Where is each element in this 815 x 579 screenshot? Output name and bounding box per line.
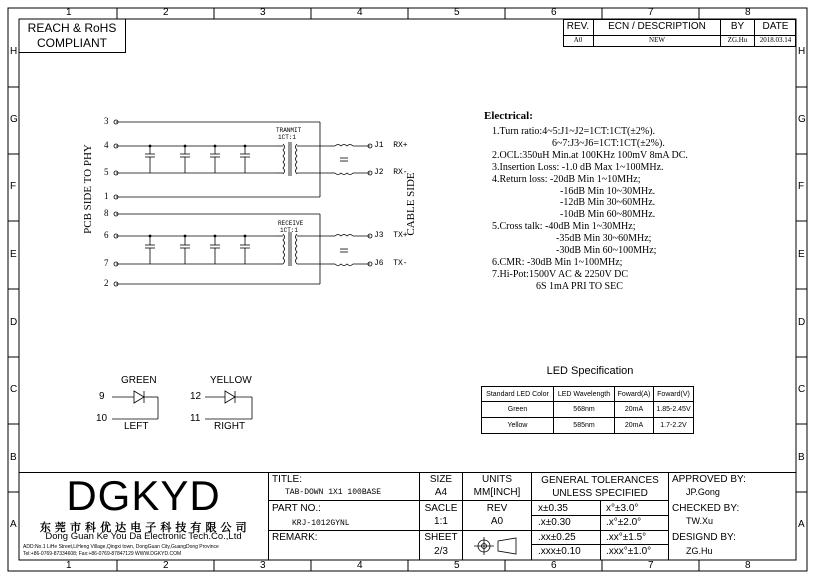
led-green-position: LEFT [124,421,149,432]
zone-col-1-bottom: 1 [66,560,72,571]
zone-row-c: C [10,384,18,395]
pin-2: 2 [104,278,109,288]
led-spec-cell: 1.7-2.2V [654,418,694,434]
pin-5: 5 [104,167,109,177]
by-value: ZG.Hu [727,36,748,44]
cable-side-label: CABLE SIDE [405,172,417,236]
pin-j6-tx-minus: J6 TX- [374,259,408,268]
tolerance-linear-2: .xx±0.25 [538,532,576,543]
electrical-line: 4.Return loss: -20dB Min 1~10MHz; [492,173,641,185]
units-label: UNITS [482,474,512,485]
rev-label: REV [486,503,508,514]
part-no-value: KRJ-1012GYNL [292,519,350,528]
zone-col-7: 7 [648,7,654,18]
ecn-value: NEW [649,36,665,44]
electrical-line: -30dB Min 60~100MHz; [556,245,657,257]
tolerance-title [532,474,668,500]
electrical-line: -10dB Min 60~80MHz. [560,209,656,221]
zone-row-a: A [10,519,17,530]
designed-label: DESIGND BY: [672,532,736,543]
led-spec-cell: Green [482,402,554,418]
led-green-pin-a: 9 [99,391,105,402]
tolerance-angular-1: .x°±2.0° [606,517,642,528]
led-spec-cell: 1.85-2.45V [654,402,694,418]
by-header: BY [730,21,745,32]
company-contact: Tel:+86-0769-87334608; Fax:+86-0769-87847129 WWW.DGKYD.COM [23,551,182,557]
tolerance-linear-1: .x±0.30 [538,517,571,528]
projection-symbol [474,537,516,555]
tolerance-linear-3: .xxx±0.10 [538,546,581,557]
pin-8: 8 [104,208,109,218]
led-green-title: GREEN [121,375,157,386]
designed-value: ZG.Hu [686,546,713,556]
led-spec-cell: 20mA [615,402,654,418]
zone-row-f-right: F [798,181,805,192]
zone-row-b-right: B [798,452,805,463]
pin-6: 6 [104,230,109,240]
tolerance-title-line-1: GENERAL TOLERANCES [541,475,659,486]
electrical-line: 6.CMR: -30dB Min 1~100MHz; [492,256,623,268]
company-name-en: Dong Guan Ke You Da Electronic Tech.Co.,Ltd [45,531,242,542]
electrical-line: 3.Insertion Loss: -1.0 dB Max 1~100MHz. [492,161,664,173]
scale-label: SACLE [424,503,458,514]
led-spec-header: Foward(A) [615,387,654,402]
zone-col-2: 2 [163,7,169,18]
rev-value-block: A0 [490,516,504,527]
compliance-line-2: COMPLIANT [36,36,107,50]
electrical-line: -12dB Min 30~60MHz. [560,197,656,209]
zone-row-d: D [10,317,18,328]
zone-row-g-right: G [798,114,806,125]
date-value: 2018.03.14 [759,36,792,44]
zone-col-1: 1 [66,7,72,18]
electrical-line: -16dB Min 10~30MHz. [560,185,656,197]
title-value: TAB-DOWN 1X1 100BASE [285,488,382,497]
led-yellow-pin-b: 11 [190,413,201,424]
company-logo: DGKYD [66,472,221,519]
tolerance-angular-2: .xx°±1.5° [606,532,647,543]
led-spec-header: Standard LED Color [482,387,554,402]
led-green-pin-b: 10 [96,413,108,424]
units-value: MM[INCH] [473,487,521,498]
pin-4: 4 [104,140,109,150]
led-spec-title: LED Specification [546,365,634,377]
zone-col-6-bottom: 6 [551,560,557,571]
electrical-title: Electrical: [484,110,533,122]
pin-j3-tx-plus: J3 TX+ [374,231,408,240]
size-label: SIZE [429,474,453,485]
zone-col-7-bottom: 7 [648,560,654,571]
transmit-label: TRANMIT [276,127,302,134]
pin-7: 7 [104,258,109,268]
led-spec-cell: 585nm [554,418,615,434]
zone-row-e: E [10,249,17,260]
zone-row-d-right: D [798,317,806,328]
electrical-line: 7.Hi-Pot:1500V AC & 2250V DC [492,268,629,280]
zone-col-6: 6 [551,7,557,18]
electrical-line: 1.Turn ratio:4~5:J1~J2=1CT:1CT(±2%). [492,126,656,137]
scale-value: 1:1 [434,516,448,527]
pin-j1-rx-plus: J1 RX+ [374,141,408,150]
zone-col-4: 4 [357,7,363,18]
sheet-label: SHEET [424,532,458,543]
pin-1: 1 [104,191,109,201]
zone-row-b: B [10,452,17,463]
transmit-ratio: 1CT:1 [278,134,297,141]
led-spec-cell: Yellow [482,418,554,434]
zone-row-h: H [10,46,18,57]
led-spec-cell: 20mA [615,418,654,434]
title-label: TITLE: [272,474,303,485]
company-name-cn: 东 莞 市 科 优 达 电 子 科 技 有 限 公 司 [39,522,248,534]
zone-col-5-bottom: 5 [454,560,460,571]
zone-row-e-right: E [798,249,805,260]
pin-j2-rx-minus: J2 RX- [374,168,408,177]
checked-label: CHECKED BY: [672,503,740,514]
zone-col-8: 8 [745,7,751,18]
led-spec-header: LED Wavelength [554,387,615,402]
zone-row-c-right: C [798,384,806,395]
led-spec-header: Foward(V) [654,387,694,402]
zone-row-h-right: H [798,46,806,57]
zone-col-5: 5 [454,7,460,18]
electrical-line: -35dB Min 30~60MHz; [556,233,652,245]
rev-value: A0 [573,36,583,44]
size-value: A4 [434,487,448,498]
approved-label: APPROVED BY: [672,474,746,485]
pcb-side-label: PCB SIDE TO PHY [82,144,94,234]
zone-col-4-bottom: 4 [357,560,363,571]
remark-label: REMARK: [272,532,318,543]
led-yellow-pin-a: 12 [190,391,202,402]
led-spec-cell: 568nm [554,402,615,418]
approved-value: JP.Gong [686,487,720,497]
led-yellow-title: YELLOW [210,375,252,386]
ecn-header: ECN / DESCRIPTION [608,21,706,32]
compliance-line-1: REACH & RoHS [27,21,117,35]
zone-col-2-bottom: 2 [163,560,169,571]
tolerance-linear-0: x±0.35 [538,503,568,514]
electrical-line: 2.OCL:350uH Min.at 100KHz 100mV 8mA DC. [492,149,688,161]
zone-row-f: F [10,181,17,192]
tolerance-angular-0: x°±3.0° [606,503,639,514]
zone-col-3-bottom: 3 [260,560,266,571]
company-address: ADD:No.1 LiHe Street,LiHeng Village,Qingxi town, DongGuan City,GuangDong Province [23,544,219,550]
electrical-line: 6S 1mA PRI TO SEC [536,280,623,292]
zone-col-8-bottom: 8 [745,560,751,571]
zone-row-g: G [10,114,18,125]
zone-col-3: 3 [260,7,266,18]
receive-ratio: 1CT:1 [280,227,299,234]
electrical-line: 6~7:J3~J6=1CT:1CT(±2%). [552,137,665,149]
led-yellow-position: RIGHT [214,421,246,432]
checked-value: TW.Xu [686,516,714,526]
date-header: DATE [762,21,789,32]
sheet-value: 2/3 [434,546,448,557]
electrical-line: 5.Cross talk: -40dB Min 1~30MHz; [492,221,636,233]
pin-3: 3 [104,116,109,126]
tolerance-title-line-2: UNLESS SPECIFIED [552,488,648,499]
zone-row-a-right: A [798,519,805,530]
rev-header: REV. [566,21,590,32]
tolerance-angular-3: .xxx°±1.0° [606,546,652,557]
receive-label: RECEIVE [278,220,304,227]
part-no-label: PART NO.: [272,503,321,514]
